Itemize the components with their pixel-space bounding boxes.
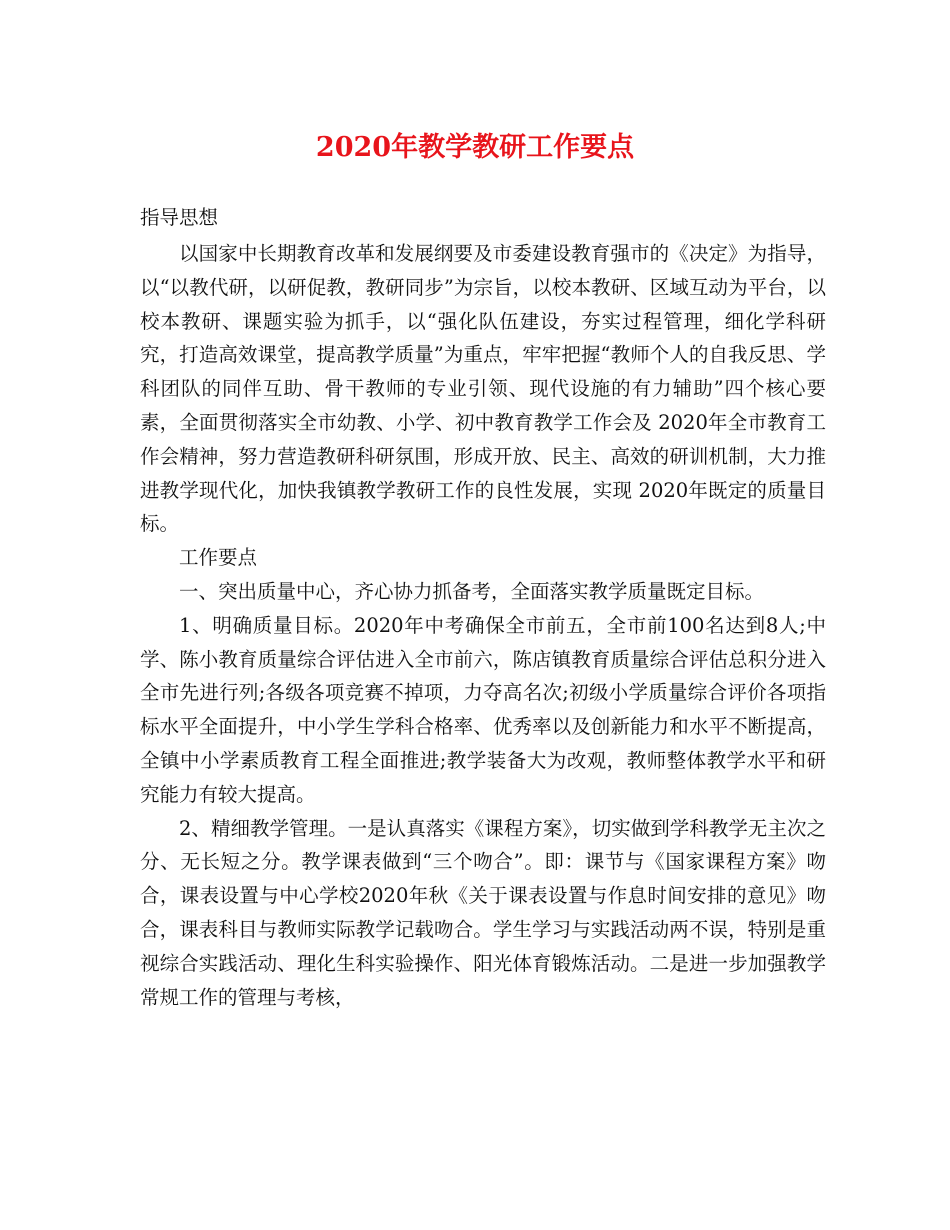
paragraph-work-points-heading: 工作要点 bbox=[179, 546, 258, 570]
paragraph-section-one: 一、突出质量中心，齐心协力抓备考，全面落实教学质量既定目标。 bbox=[179, 579, 765, 603]
paragraph-guiding-ideology: 以国家中长期教育改革和发展纲要及市委建设教育强市的《决定》为指导，以“以教代研，以研促教，教研同步”为宗旨，以校本教研、区域互动为平台，以校本教研、课题实验为抓手，以“强化队伍建设，夯实过程管理，细化学科研究，打造高效课堂，提高教学质量”为重点，牢牢把握“教师个人的自我反思、学科团队的同伴互助、骨干教师的专业引领、现代设施的有力辅助”四个核心要素，全面贯彻落实全市幼教、小学、初中教育教学工作会及 2020年全市教育工作会精神，努力营造教研科研氛围，形成开放、民主、高效的研训机制，大力推进教学现代化，加快我镇教学教研工作的良性发展，实现 2020年既定的质量目标。 bbox=[140, 242, 826, 536]
document-body bbox=[140, 237, 826, 1014]
document-title: 2020年教学教研工作要点 bbox=[315, 132, 635, 163]
section-heading: 指导思想 bbox=[140, 206, 219, 229]
paragraph-teaching-management: 2、精细教学管理。一是认真落实《课程方案》，切实做到学科教学无主次之分、无长短之分。教学课表做到“三个吻合”。即：课节与《国家课程方案》吻合，课表设置与中心学校2020年秋《关于课表设置与作息时间安排的意见》吻合，课表科目与教师实际教学记载吻合。学生学习与实践活动两不误，特别是重视综合实践活动、理化生科实验操作、阳光体育锻炼活动。二是进一步加强教学常规工作的管理与考核， bbox=[140, 816, 826, 1009]
paragraph-quality-goals: 1、明确质量目标。2020年中考确保全市前五，全市前100名达到8人;中学、陈小教育质量综合评估进入全市前六，陈店镇教育质量综合评估总积分进入全市先进行列;各级各项竞赛不掉项，力夺高名次;初级小学质量综合评价各项指标水平全面提升，中小学生学科合格率、优秀率以及创新能力和水平不断提高，全镇中小学素质教育工程全面推进;教学装备大为改观，教师整体教学水平和研究能力有较大提高。 bbox=[140, 613, 826, 806]
